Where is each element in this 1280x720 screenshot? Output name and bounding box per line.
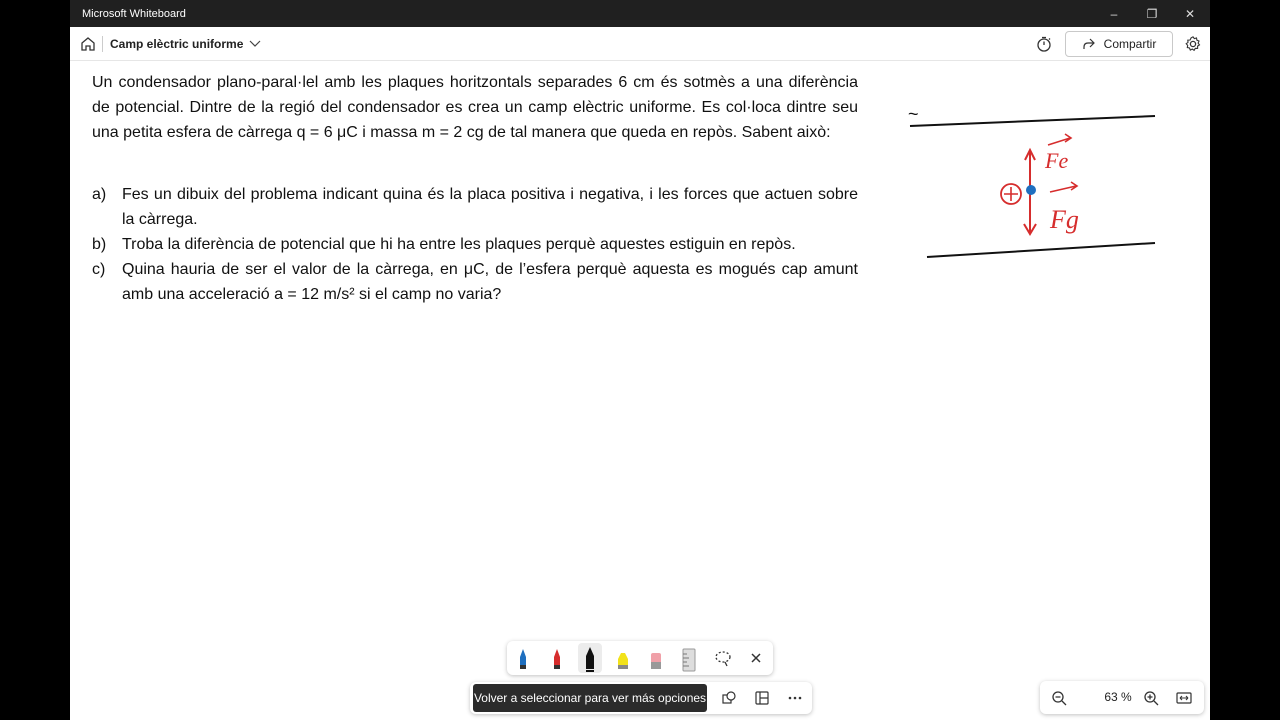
app-toolbar	[70, 27, 1210, 61]
question-c	[92, 257, 858, 307]
ruler[interactable]	[677, 643, 701, 673]
charge-plus	[1004, 187, 1018, 201]
lasso-icon	[711, 643, 735, 673]
ruler-icon	[677, 643, 701, 673]
zoom-in-icon[interactable]	[1142, 689, 1160, 707]
question-label: a)	[92, 186, 107, 203]
zoom-controls	[1040, 681, 1204, 714]
blue-pen[interactable]	[511, 643, 535, 673]
yellow-highlighter[interactable]	[611, 643, 635, 673]
black-pen-icon	[578, 643, 602, 673]
minimize-button[interactable]: –	[1110, 6, 1118, 21]
red-pen[interactable]	[545, 643, 569, 673]
question-b	[92, 232, 858, 257]
red-pen-icon	[545, 643, 569, 673]
close-window-button[interactable]: ✕	[1184, 6, 1196, 21]
fg-vector-arrow	[1050, 182, 1077, 192]
share-button[interactable]	[1065, 31, 1173, 57]
timer-icon[interactable]	[1035, 35, 1053, 53]
board-name: Camp elèctric uniforme	[110, 37, 244, 51]
force-electric-label: Fe	[1045, 148, 1069, 173]
title-bar	[70, 0, 1210, 27]
tooltip: Volver a seleccionar para ver más opciones	[473, 684, 707, 712]
problem-statement: Un condensador plano-paral·lel amb les plaques horitzontals separades 6 cm és sotmès a una diferència de potencial. Dintre de la regió del condensador es crea un camp elèctric uniforme. Es col·loca dintre seu una petita esfera de càrrega q = 6 μC i massa m = 2 cg de tal manera que queda en repòs. Sabent això:	[92, 74, 858, 141]
top-plate	[910, 116, 1155, 126]
restore-button[interactable]: ❐	[1146, 6, 1158, 21]
force-down-arrow	[1024, 194, 1036, 234]
fe-vector-arrow	[1048, 134, 1071, 145]
highlighter-icon	[611, 643, 635, 673]
question-text: Fes un dibuix del problema indicant quina és la placa positiva i negativa, i les forces que actuen sobre la càrrega.	[122, 186, 858, 228]
bottom-plate	[927, 243, 1155, 257]
charge-dot	[1026, 185, 1036, 195]
shapes-icon[interactable]	[720, 689, 738, 707]
lasso-select[interactable]	[711, 643, 735, 673]
question-a	[92, 182, 858, 232]
ink-toolbar	[507, 641, 773, 675]
force-gravity-label: Fg	[1050, 205, 1079, 234]
toolbar-divider	[102, 36, 103, 52]
share-label: Compartir	[1103, 37, 1157, 51]
home-icon[interactable]	[79, 35, 97, 53]
fit-to-screen-icon[interactable]	[1175, 689, 1193, 707]
zoom-level[interactable]: 63 %	[1104, 690, 1132, 704]
blue-pen-icon	[511, 643, 535, 673]
hand-drawing-capacitor[interactable]	[900, 100, 1160, 270]
top-plate-sign: ~	[908, 104, 919, 124]
chevron-down-icon	[249, 40, 261, 48]
question-label: c)	[92, 261, 106, 278]
share-icon	[1082, 37, 1096, 51]
question-label: b)	[92, 236, 107, 253]
force-up-arrow	[1025, 150, 1035, 188]
eraser-icon	[644, 643, 668, 673]
eraser[interactable]	[644, 643, 668, 673]
templates-icon[interactable]	[753, 689, 771, 707]
settings-gear-icon[interactable]	[1184, 35, 1202, 53]
question-text: Troba la diferència de potencial que hi ha entre les plaques perquè aquestes estiguin en repòs.	[122, 236, 796, 253]
black-pen[interactable]	[578, 643, 602, 673]
question-text: Quina hauria de ser el valor de la càrrega, en μC, de l’esfera perquè aquesta es mogués cap amunt amb una acceleració a = 12 m/s² si el camp no varia?	[122, 261, 858, 303]
problem-questions	[92, 182, 858, 307]
close-ink-toolbar[interactable]	[744, 643, 768, 673]
zoom-out-icon[interactable]	[1050, 689, 1068, 707]
board-name-dropdown[interactable]	[110, 37, 261, 51]
whiteboard-window	[70, 0, 1210, 720]
close-icon	[744, 643, 768, 673]
window-title: Microsoft Whiteboard	[82, 8, 186, 20]
more-options-icon[interactable]	[786, 689, 804, 707]
